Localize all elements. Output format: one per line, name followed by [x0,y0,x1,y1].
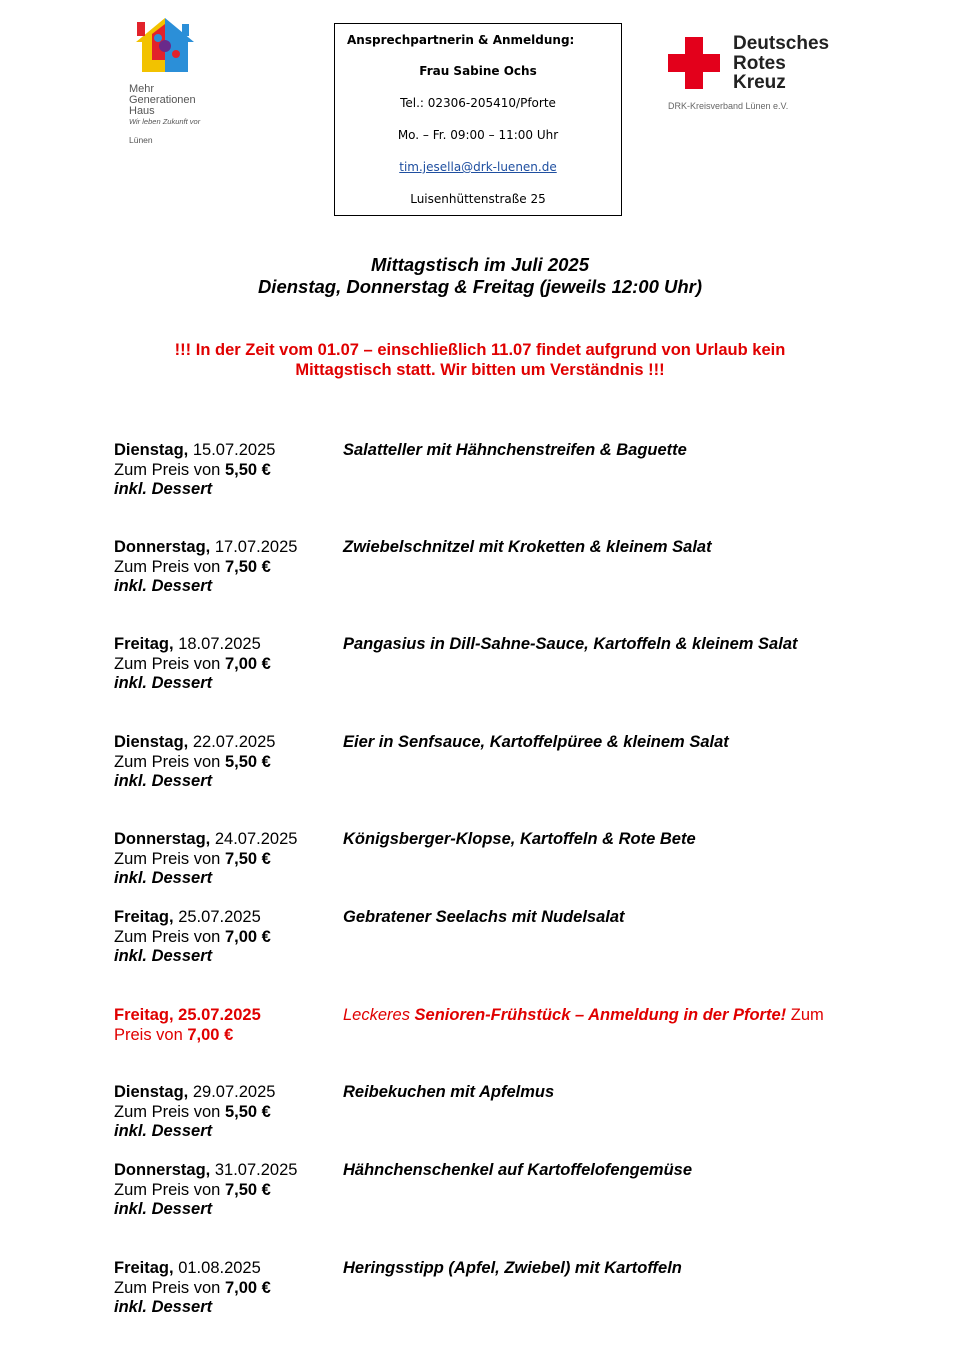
menu-price-prefix: Zum Preis von [114,752,221,771]
menu-weekday: Donnerstag, [114,1161,211,1179]
menu-dish: Gebratener Seelachs mit Nudelsalat [343,908,625,926]
special-price: 7,00 € [187,1025,234,1044]
menu-price: 7,50 € [224,557,271,576]
menu-price-prefix: Zum Preis von [114,654,221,673]
menu-dish: Königsberger-Klopse, Kartoffeln & Rote Bete [343,830,696,848]
menu-dish: Zwiebelschnitzel mit Kroketten & kleinem Salat [343,538,712,556]
drk-line2: Rotes [733,52,786,74]
menu-price: 7,00 € [224,654,271,673]
menu-date: 29.07.2025 [192,1083,276,1101]
special-dish-pre: Leckeres [343,1006,410,1024]
menu-row [114,538,854,604]
special-dish: Senioren-Frühstück – Anmeldung in der Pforte! [414,1006,787,1024]
menu-date: 01.08.2025 [178,1259,261,1277]
page-subtitle: Dienstag, Donnerstag & Freitag (jeweils 12:00 Uhr) [257,276,703,297]
menu-row [114,1083,854,1149]
menu-row [114,830,854,896]
menu-date: 17.07.2025 [214,538,298,556]
menu-dessert: inkl. Dessert [114,480,213,498]
contact-hours: Mo. – Fr. 09:00 – 11:00 Uhr [397,128,559,142]
mgh-line3: Haus [129,105,155,117]
menu-dessert: inkl. Dessert [114,772,213,790]
special-row [114,1006,854,1072]
menu-dish: Heringsstipp (Apfel, Zwiebel) mit Kartoffeln [343,1259,682,1277]
menu-row [114,635,854,701]
menu-price: 7,00 € [224,1278,271,1297]
drk-subtitle: DRK-Kreisverband Lünen e.V. [668,101,789,111]
menu-dessert: inkl. Dessert [114,947,213,965]
menu-weekday: Donnerstag, [114,538,211,556]
contact-name: Frau Sabine Ochs [419,64,537,78]
menu-date: 18.07.2025 [178,635,261,653]
menu-dessert: inkl. Dessert [114,869,213,887]
contact-email-link[interactable]: tim.jesella@drk-luenen.de [399,160,557,174]
menu-price-prefix: Zum Preis von [114,1102,221,1121]
menu-row [114,733,854,799]
menu-weekday: Dienstag, [114,733,189,751]
drk-line1: Deutsches [733,33,830,54]
menu-price-prefix: Zum Preis von [114,927,221,946]
menu-weekday: Freitag, [114,635,174,653]
menu-weekday: Dienstag, [114,1083,189,1101]
menu-date: 15.07.2025 [192,441,276,459]
menu-price: 7,50 € [224,1180,271,1199]
menu-dessert: inkl. Dessert [114,577,213,595]
red-cross-icon [668,37,720,89]
menu-dessert: inkl. Dessert [114,1298,213,1316]
house-puzzle-icon [132,16,198,74]
contact-heading: Ansprechpartnerin & Anmeldung: [347,33,575,47]
mgh-line1: Mehr [129,83,155,95]
menu-date: 31.07.2025 [214,1161,298,1179]
mgh-tagline: Wir leben Zukunft vor [129,117,201,126]
menu-price-prefix: Zum Preis von [114,1180,221,1199]
menu-dessert: inkl. Dessert [114,674,213,692]
drk-line3: Kreuz [733,72,786,93]
menu-dessert: inkl. Dessert [114,1200,213,1218]
drk-logo [668,34,868,124]
menu-row [114,1161,854,1227]
menu-dish: Reibekuchen mit Apfelmus [343,1083,555,1101]
menu-weekday: Donnerstag, [114,830,211,848]
menu-weekday: Freitag, [114,1259,174,1277]
special-dish-post: Zum [790,1006,824,1024]
contact-box [334,23,622,216]
special-price-prefix: Preis von [114,1025,183,1044]
special-date: Freitag, 25.07.2025 [114,1006,261,1024]
menu-dish: Eier in Senfsauce, Kartoffelpüree & kleinem Salat [343,733,729,751]
mgh-line2: Generationen [129,94,196,106]
menu-weekday: Freitag, [114,908,174,926]
mehrgenerationenhaus-logo [126,16,236,151]
contact-phone: Tel.: 02306-205410/Pforte [400,96,556,110]
closure-notice-line2: Mittagstisch statt. Wir bitten um Verständnis !!! [295,361,665,379]
menu-row [114,1259,854,1325]
menu-dish: Salatteller mit Hähnchenstreifen & Baguette [343,441,687,459]
menu-dish: Pangasius in Dill-Sahne-Sauce, Kartoffeln & kleinem Salat [343,635,798,653]
menu-price: 7,00 € [224,927,271,946]
page-title: Mittagstisch im Juli 2025 [371,254,589,275]
menu-price: 5,50 € [224,460,271,479]
menu-price-prefix: Zum Preis von [114,1278,221,1297]
closure-notice-line1: !!! In der Zeit vom 01.07 – einschließlich 11.07 findet aufgrund von Urlaub kein [174,341,786,359]
menu-price-prefix: Zum Preis von [114,460,221,479]
menu-date: 25.07.2025 [178,908,261,926]
menu-row [114,908,854,974]
menu-price-prefix: Zum Preis von [114,557,221,576]
menu-date: 22.07.2025 [192,733,276,751]
contact-address: Luisenhüttenstraße 25 [410,192,546,206]
menu-dessert: inkl. Dessert [114,1122,213,1140]
menu-row [114,441,854,507]
menu-price: 7,50 € [224,849,271,868]
menu-price: 5,50 € [224,752,271,771]
menu-weekday: Dienstag, [114,441,189,459]
menu-dish: Hähnchenschenkel auf Kartoffelofengemüse [343,1161,693,1179]
menu-price-prefix: Zum Preis von [114,849,221,868]
menu-price: 5,50 € [224,1102,271,1121]
menu-date: 24.07.2025 [214,830,298,848]
mgh-city: Lünen [129,135,153,145]
